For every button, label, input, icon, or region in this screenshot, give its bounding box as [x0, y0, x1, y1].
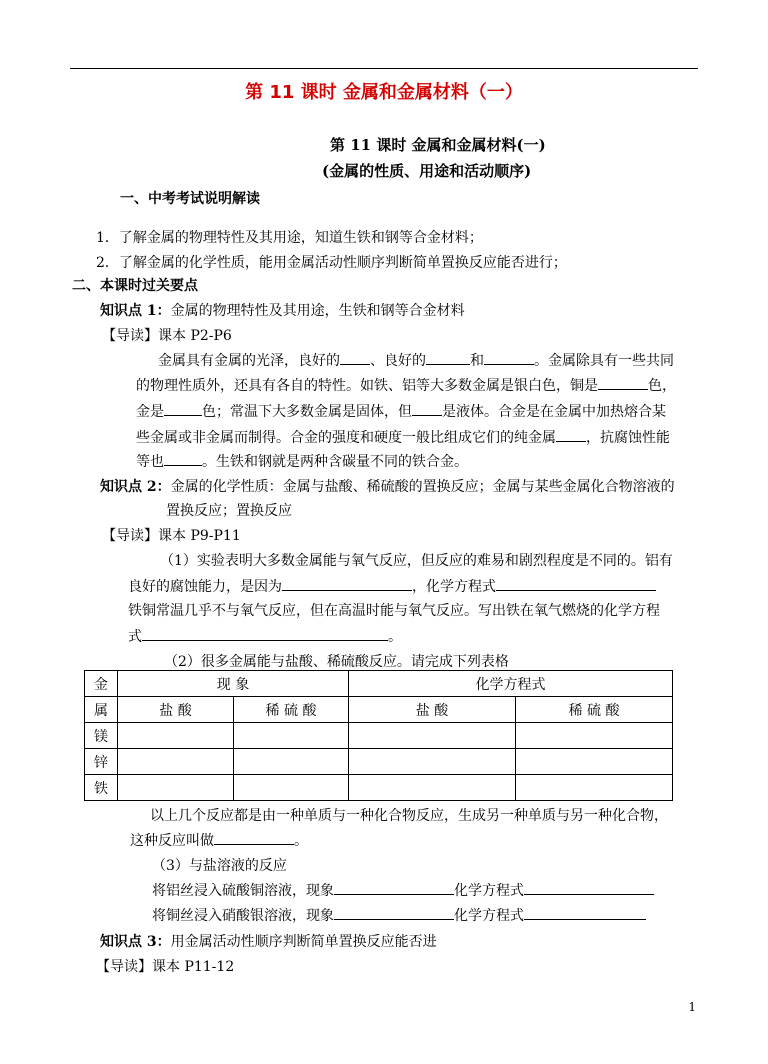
- page-number: 1: [688, 1000, 696, 1014]
- answer-cell[interactable]: [234, 775, 349, 801]
- blank[interactable]: [484, 350, 534, 365]
- para1-line4: 些金属或非金属而制得。合金的强度和硬度一般比组成它们的纯金属 ，抗腐蚀性能: [136, 427, 670, 447]
- answer-cell[interactable]: [234, 723, 349, 749]
- section-1-item-1: 1．了解金属的物理特性及其用途，知道生铁和钢等合金材料；: [96, 230, 483, 246]
- header-rule: [70, 68, 698, 69]
- blank[interactable]: [598, 375, 648, 390]
- blank[interactable]: [214, 830, 294, 845]
- after-table-line1: 以上几个反应都是由一种单质与一种化合物反应，生成另一种单质与另一种化合物，: [150, 808, 668, 824]
- answer-cell[interactable]: [118, 775, 234, 801]
- knowledge-point-3: [100, 931, 437, 951]
- guide-2: 【导读】课本 P9-P11: [102, 528, 241, 544]
- blank[interactable]: [142, 626, 388, 641]
- table-row: [85, 749, 673, 775]
- para3-line2: 将铜丝浸入硝酸银溶液，现象 化学方程式: [152, 905, 646, 925]
- answer-cell[interactable]: [349, 723, 516, 749]
- guide-3: 【导读】课本 P11-12: [96, 959, 235, 975]
- section-1-heading: 一、中考考试说明解读: [120, 191, 260, 207]
- knowledge-point-2: [100, 476, 675, 496]
- para3-line1: 将铝丝浸入硫酸铜溶液，现象 化学方程式: [152, 880, 654, 900]
- hcl-header: 盐 酸: [118, 697, 234, 723]
- section-1-item-2: 2．了解金属的化学性质，能用金属活动性顺序判断简单置换反应能否进行；: [96, 255, 567, 271]
- kp2-text-2: 置换反应；置换反应: [166, 503, 292, 519]
- answer-cell[interactable]: [118, 749, 234, 775]
- metal-header-top: 金: [85, 671, 118, 697]
- blank[interactable]: [334, 880, 454, 895]
- answer-cell[interactable]: [516, 749, 673, 775]
- kp2-text: 金属的化学性质：金属与盐酸、稀硫酸的置换反应；金属与某些金属化合物溶液的: [170, 479, 675, 495]
- kp2-label: 知识点 2：: [100, 479, 171, 495]
- blank[interactable]: [524, 905, 646, 920]
- h2so4-eq-header: 稀 硫 酸: [516, 697, 673, 723]
- blank[interactable]: [556, 427, 586, 442]
- para1-line2: 的物理性质外，还具有各自的特性。如铁、铝等大多数金属是银白色，铜是 色，: [136, 375, 676, 395]
- blank[interactable]: [164, 451, 202, 466]
- para2-line3: 铁铜常温几乎不与氧气反应，但在高温时能与氧气反应。写出铁在氧气燃烧的化学方程: [128, 603, 660, 619]
- table-row: [85, 723, 673, 749]
- answer-cell[interactable]: [349, 749, 516, 775]
- after-table-line2: 这种反应叫做 。: [130, 830, 308, 850]
- blank[interactable]: [426, 350, 470, 365]
- para1-line1: 金属具有金属的光泽，良好的 、良好的 和 。金属除具有一些共同: [158, 350, 674, 370]
- subtitle-line-1: 第 11 课时 金属和金属材料(一): [330, 136, 546, 154]
- hcl-eq-header: 盐 酸: [349, 697, 516, 723]
- blank[interactable]: [282, 576, 412, 591]
- reaction-table: [84, 670, 673, 801]
- para2-line5: （2）很多金属能与盐酸、稀硫酸反应。请完成下列表格: [164, 654, 509, 670]
- answer-cell[interactable]: [234, 749, 349, 775]
- answer-cell[interactable]: [516, 775, 673, 801]
- kp3-text: 用金属活动性顺序判断简单置换反应能否进: [170, 934, 437, 950]
- metal-cell: 铁: [85, 775, 118, 801]
- table-row: [85, 775, 673, 801]
- blank[interactable]: [524, 880, 654, 895]
- answer-cell[interactable]: [516, 723, 673, 749]
- kp1-label: 知识点 1：: [100, 303, 171, 319]
- metal-header-bottom: 属: [85, 697, 118, 723]
- blank[interactable]: [164, 401, 202, 416]
- para2-line4: 式 。: [128, 626, 402, 646]
- blank[interactable]: [334, 905, 454, 920]
- equation-header: 化学方程式: [349, 671, 673, 697]
- guide-1: 【导读】课本 P2-P6: [102, 328, 232, 344]
- kp3-label: 知识点 3：: [100, 934, 171, 950]
- para2-line2: 良好的腐蚀能力，是因为 ，化学方程式: [128, 576, 656, 596]
- page-title: 第 11 课时 金属和金属材料（一）: [245, 82, 523, 103]
- para2-line1: （1）实验表明大多数金属能与氧气反应，但反应的难易和剧烈程度是不同的。铝有: [160, 553, 673, 569]
- para1-line5: 等也 。生铁和钢就是两种含碳量不同的铁合金。: [136, 451, 468, 471]
- blank[interactable]: [340, 350, 370, 365]
- para3-title: （3）与盐溶液的反应: [152, 858, 287, 874]
- h2so4-header: 稀 硫 酸: [234, 697, 349, 723]
- answer-cell[interactable]: [349, 775, 516, 801]
- section-2-heading: 二、本课时过关要点: [72, 278, 198, 294]
- blank[interactable]: [412, 401, 442, 416]
- knowledge-point-1: [100, 300, 465, 320]
- subtitle-line-2: (金属的性质、用途和活动顺序): [322, 162, 532, 180]
- metal-cell: 锌: [85, 749, 118, 775]
- phenomenon-header: 现 象: [118, 671, 349, 697]
- kp1-text: 金属的物理特性及其用途，生铁和钢等合金材料: [170, 303, 465, 319]
- para1-line3: 金是 色；常温下大多数金属是固体，但 是液体。合金是在金属中加热熔合某: [136, 401, 666, 421]
- metal-cell: 镁: [85, 723, 118, 749]
- answer-cell[interactable]: [118, 723, 234, 749]
- blank[interactable]: [496, 576, 656, 591]
